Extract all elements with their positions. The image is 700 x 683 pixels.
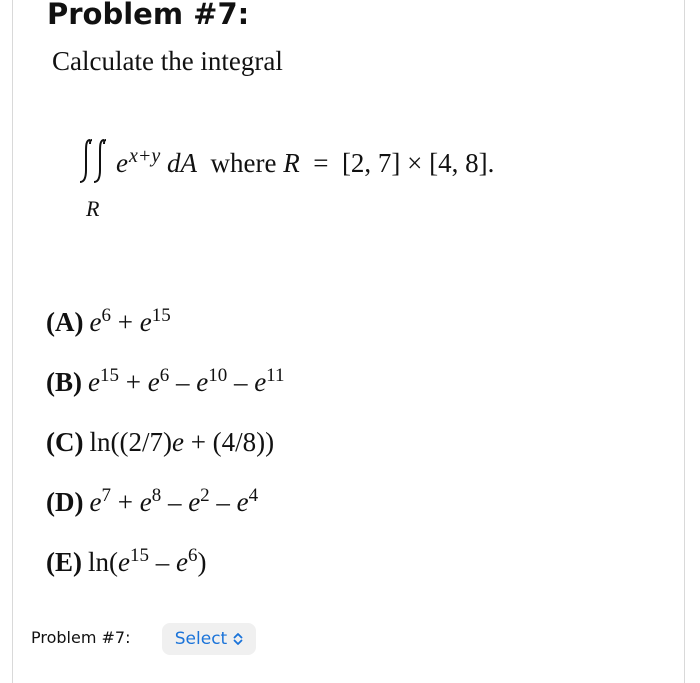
integrand: $e^{x+y}$ dA where R = [2, 7] × [4, 8]. [116, 145, 495, 178]
option-e: (E) $\ln(e^{15} - e^6)$ [46, 545, 207, 577]
integral-region-label: R [86, 196, 100, 221]
option-c: (C) ln((2/7)e + (4/8)) [46, 427, 275, 457]
answer-options [46, 305, 284, 605]
double-integral-icon [78, 136, 112, 186]
option-a: (A) $e^6 + e^{15}$ [46, 305, 171, 337]
option-b: (B) $e^{15} + e^6 - e^{10} - e^{11}$ [46, 365, 285, 397]
problem-intro: Calculate the integral [52, 46, 283, 76]
problem-title: Problem #7: [47, 0, 250, 31]
integral-expression [78, 132, 598, 232]
answer-label: Problem #7: [31, 628, 131, 647]
select-label: Select [174, 629, 228, 649]
right-border [684, 0, 685, 683]
chevron-up-down-icon [233, 632, 243, 646]
answer-select[interactable] [162, 623, 256, 655]
left-border [12, 0, 13, 683]
option-d: (D) $e^7 + e^8 - e^2 - e^4$ [46, 485, 259, 517]
